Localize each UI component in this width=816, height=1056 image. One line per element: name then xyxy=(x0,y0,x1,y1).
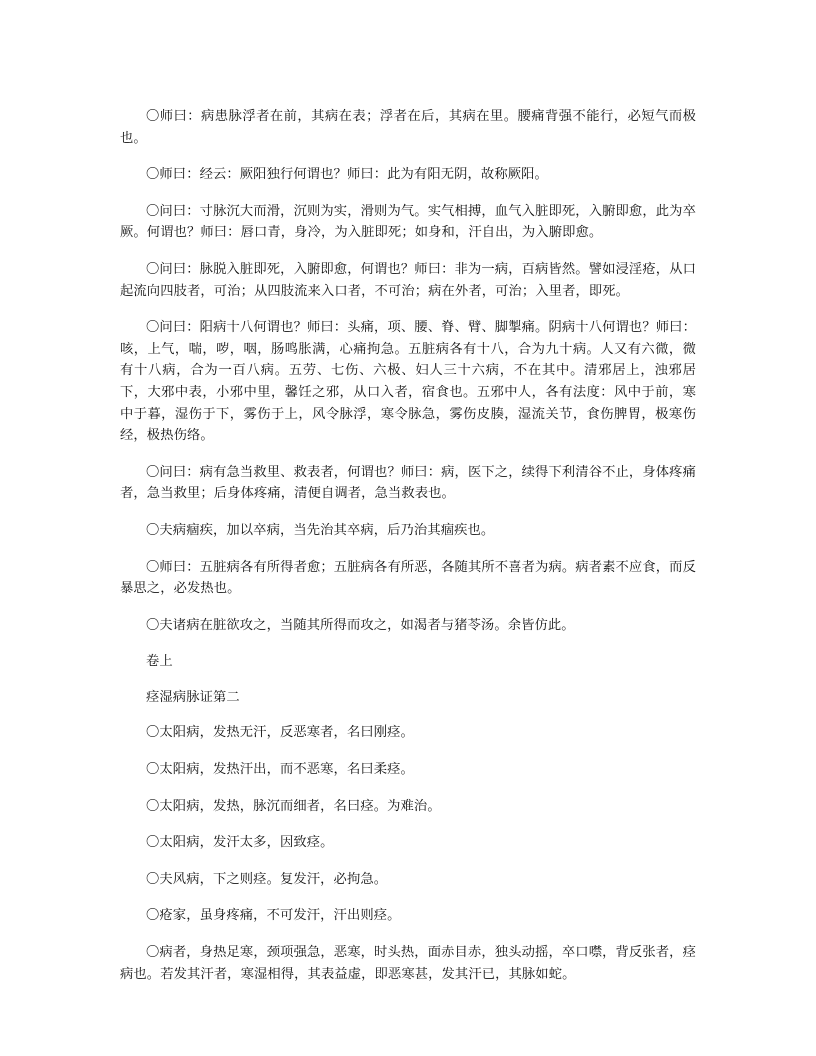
chapter-heading: 痉湿病脉证第二 xyxy=(146,689,240,705)
paragraph-12: 〇太阳病，发热无汗，反恶寒者，名曰刚痉。 xyxy=(146,725,414,741)
paragraph-7: 〇夫病痼疾，加以卒病，当先治其卒病，后乃治其痼疾也。 xyxy=(146,522,495,538)
paragraph-9: 〇夫诸病在脏欲攻之，当随其所得而攻之，如渴者与猪苓汤。余皆仿此。 xyxy=(146,617,575,633)
paragraph-1: 〇师曰：病患脉浮者在前，其病在表；浮者在后，其病在里。腰痛背强不能行，必短气而极也。 xyxy=(120,109,696,146)
paragraph-5: 〇问曰：阳病十八何谓也？师曰：头痛，项、腰、脊、臂、脚掣痛。阴病十八何谓也？师曰：咳，上气，喘，哕，咽，肠鸣胀满，心痛拘急。五脏病各有十八，合为九十病。人又有六微，微有十八病，合为一百八病。五劳、七伤、六极、妇人三十六病，不在其中。清邪居上，浊邪居下，大邪中表，小邪中里，馨饪之邪，从口入者，宿食也。五邪中人，各有法度：风中于前，寒中于暮，湿伤于下，雾伤于上，风令脉浮，寒令脉急，雾伤皮腠，湿流关节，食伤脾胃，极寒伤经，极热伤络。 xyxy=(120,320,696,444)
paragraph-2: 〇师曰：经云：厥阳独行何谓也？师曰：此为有阳无阴，故称厥阳。 xyxy=(146,167,548,183)
paragraph-14: 〇太阳病，发热，脉沉而细者，名曰痉。为难治。 xyxy=(146,798,441,814)
volume-heading: 卷上 xyxy=(146,654,173,670)
paragraph-3: 〇问曰：寸脉沉大而滑，沉则为实，滑则为气。实气相搏，血气入脏即死，入腑即愈，此为卒厥。何谓也？师曰：唇口青，身冷，为入脏即死；如身和，汗自出，为入腑即愈。 xyxy=(120,203,696,241)
document-page xyxy=(120,106,696,1000)
paragraph-18: 〇病者，身热足寒，颈项强急，恶寒，时头热，面赤目赤，独头动摇，卒口噤，背反张者，痉病也。若发其汗者，寒湿相得，其表益虚，即恶寒甚，发其汗已，其脉如蛇。 xyxy=(120,945,696,982)
paragraph-13: 〇太阳病，发热汗出，而不恶寒，名曰柔痉。 xyxy=(146,762,414,778)
paragraph-8: 〇师曰：五脏病各有所得者愈；五脏病各有所恶，各随其所不喜者为病。病者素不应食，而反暴思之，必发热也。 xyxy=(120,559,696,597)
paragraph-6: 〇问曰：病有急当救里、救表者，何谓也？师曰：病，医下之，续得下利清谷不止，身体疼痛者，急当救里；后身体疼痛，清便自调者，急当救表也。 xyxy=(120,464,696,502)
paragraph-17: 〇疮家，虽身疼痛，不可发汗，汗出则痉。 xyxy=(146,908,401,924)
paragraph-16: 〇夫风病，下之则痉。复发汗，必拘急。 xyxy=(146,871,388,887)
paragraph-15: 〇太阳病，发汗太多，因致痉。 xyxy=(146,835,334,851)
paragraph-4: 〇问曰：脉脱入脏即死，入腑即愈，何谓也？师曰：非为一病，百病皆然。譬如浸淫疮，从口起流向四肢者，可治；从四肢流来入口者，不可治；病在外者，可治；入里者，即死。 xyxy=(120,261,696,299)
